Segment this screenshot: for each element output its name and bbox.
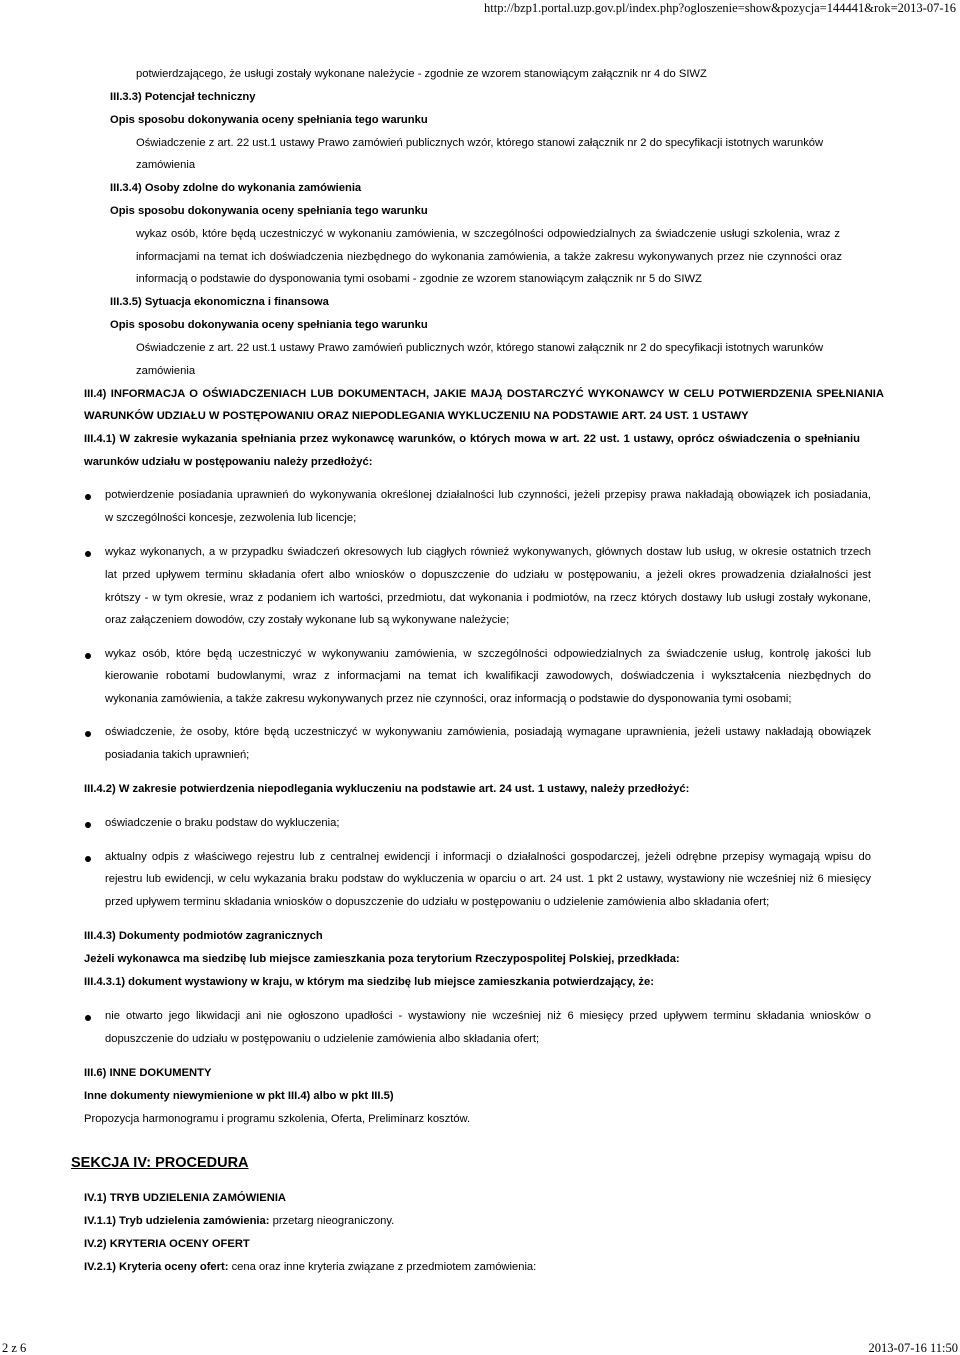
bullet-icon: [85, 731, 91, 737]
list-item: aktualny odpis z właściwego rejestru lub z centralnej ewidencji i informacji o działalności gospodarczej, jeżeli odrębne przepisy wymagają wpisu do: [105, 851, 871, 863]
section-heading: warunków udziału w postępowaniu należy przedłożyć:: [84, 456, 373, 468]
list-item: przed upływem terminu składania wniosków o dopuszczenie do udziału w postępowaniu o udzielenie zamówienia albo składania ofert;: [105, 896, 770, 908]
text-line: wykaz osób, które będą uczestniczyć w wykonaniu zamówienia, w szczególności odpowiedzialnych za świadczenie usługi szkolenia, wraz z: [136, 228, 840, 240]
text-line: zamówienia: [136, 365, 196, 377]
field-value: przetarg nieograniczony.: [269, 1215, 395, 1227]
text-line: informacjami na temat ich doświadczenia niezbędnego do wykonania zamówienia, a także zakresu wykonywanych przez nie czynności oraz: [136, 251, 842, 263]
page-number: 2 z 6: [2, 1341, 27, 1355]
section-heading: III.3.4) Osoby zdolne do wykonania zamówienia: [110, 182, 362, 194]
subheading: Opis sposobu dokonywania oceny spełniania tego warunku: [110, 114, 428, 126]
list-item: krótszy - w tym okresie, wraz z podaniem ich wartości, przedmiotu, dat wykonania i podmiotów, na rzecz których dostawy lub usługi zostały wykonane,: [105, 592, 871, 604]
section-heading: III.4.3) Dokumenty podmiotów zagranicznych: [84, 930, 323, 942]
list-item: wykaz osób, które będą uczestniczyć w wykonywaniu zamówienia, w szczególności odpowiedzialnych za świadczenie usług, kontrolę jakości lub: [105, 648, 871, 660]
text-line: [84, 1261, 536, 1273]
bullet-icon: [85, 653, 91, 659]
section-heading: WARUNKÓW UDZIAŁU W POSTĘPOWANIU ORAZ NIEPODLEGANIA WYKLUCZENIU NA PODSTAWIE ART. 24 UST. 1 USTAWY: [84, 410, 749, 422]
bullet-icon: [85, 551, 91, 557]
bullet-icon: [85, 822, 91, 828]
field-label: IV.2.1) Kryteria oceny ofert:: [84, 1261, 229, 1273]
list-item: wykaz wykonanych, a w przypadku świadczeń okresowych lub ciągłych również wykonywanych, głównych dostaw lub usług, w okresie ostatnich trzech: [105, 546, 871, 558]
bullet-icon: [85, 856, 91, 862]
bullet-icon: [85, 1015, 91, 1021]
section-heading: III.4.2) W zakresie potwierdzenia niepodlegania wykluczeniu na podstawie art. 24 ust. 1 ustawy, należy przedłożyć:: [84, 783, 690, 795]
field-label: IV.1.1) Tryb udzielenia zamówienia:: [84, 1215, 270, 1227]
text-line: Propozycja harmonogramu i programu szkolenia, Oferta, Preliminarz kosztów.: [84, 1113, 471, 1125]
list-item: nie otwarto jego likwidacji ani nie ogłoszono upadłości - wystawiony nie wcześniej niż 6 miesięcy przed upływem terminu składania wniosków o: [105, 1010, 871, 1022]
list-item: potwierdzenie posiadania uprawnień do wykonywania określonej działalności lub czynności, jeżeli przepisy prawa nakładają obowiązek ich posiadania,: [105, 489, 871, 501]
text-line: potwierdzającego, że usługi zostały wykonane należycie - zgodnie ze wzorem stanowiącym załącznik nr 4 do SIWZ: [136, 68, 707, 80]
bullet-icon: [85, 494, 91, 500]
section-heading: III.4) INFORMACJA O OŚWIADCZENIACH LUB DOKUMENTACH, JAKIE MAJĄ DOSTARCZYĆ WYKONAWCY W CELU POTWIERDZENIA SPEŁNIANIA: [84, 388, 884, 400]
section-heading: IV.2) KRYTERIA OCENY OFERT: [84, 1238, 250, 1250]
list-item: oświadczenie o braku podstaw do wykluczenia;: [105, 817, 340, 829]
section-heading: III.3.3) Potencjał techniczny: [110, 91, 256, 103]
text-line: zamówienia: [136, 159, 196, 171]
subheading: Opis sposobu dokonywania oceny spełniania tego warunku: [110, 319, 428, 331]
field-value: cena oraz inne kryteria związane z przedmiotem zamówienia:: [228, 1261, 537, 1273]
list-item: kierowanie robotami budowlanymi, wraz z informacjami na temat ich kwalifikacji zawodowych, doświadczenia i wykształcenia niezbędnych do: [105, 670, 871, 682]
page-url: http://bzp1.portal.uzp.gov.pl/index.php?ogloszenie=show&pozycja=144441&rok=2013-07-16: [484, 1, 956, 15]
list-item: lat przed upływem terminu składania ofert albo wniosków o dopuszczenie do udziału w postępowaniu, a jeżeli okres prowadzenia działalności jest: [105, 569, 871, 581]
section-heading: Jeżeli wykonawca ma siedzibę lub miejsce zamieszkania poza terytorium Rzeczypospolitej Polskiej, przedkłada:: [84, 953, 680, 965]
text-line: Oświadczenie z art. 22 ust.1 ustawy Prawo zamówień publicznych wzór, którego stanowi załącznik nr 2 do specyfikacji istotnych warunków: [136, 342, 824, 354]
section-title: SEKCJA IV: PROCEDURA: [71, 1155, 249, 1171]
text-line: [84, 1215, 394, 1227]
section-heading: III.6) INNE DOKUMENTY: [84, 1067, 212, 1079]
list-item: oraz załączeniem dowodów, czy zostały wykonane lub są wykonywane należycie;: [105, 614, 510, 626]
text-line: informacją o podstawie do dysponowania tymi osobami - zgodnie ze wzorem stanowiącym załącznik nr 5 do SIWZ: [136, 273, 702, 285]
list-item: rejestru lub ewidencji, w celu wykazania braku podstaw do wykluczenia w oparciu o art. 24 ust. 1 pkt 2 ustawy, wystawiony nie wcześniej niż 6 miesięcy: [105, 873, 871, 885]
subheading: Inne dokumenty niewymienione w pkt III.4) albo w pkt III.5): [84, 1090, 394, 1102]
section-heading: III.3.5) Sytuacja ekonomiczna i finansowa: [110, 296, 329, 308]
text-line: Oświadczenie z art. 22 ust.1 ustawy Prawo zamówień publicznych wzór, którego stanowi załącznik nr 2 do specyfikacji istotnych warunków: [136, 137, 824, 149]
list-item: wykonania zamówienia, a także zakresu wykonywanych przez nie czynności, oraz informacją o podstawie do dysponowania tymi osobami;: [105, 693, 792, 705]
list-item: posiadania takich uprawnień;: [105, 749, 250, 761]
print-timestamp: 2013-07-16 11:50: [868, 1341, 958, 1355]
list-item: oświadczenie, że osoby, które będą uczestniczyć w wykonywaniu zamówienia, posiadają wymagane uprawnienia, jeżeli ustawy nakładają obowiązek: [105, 726, 871, 738]
list-item: w szczególności koncesje, zezwolenia lub licencje;: [105, 512, 357, 524]
list-item: dopuszczenie do udziału w postępowaniu o udzielenie zamówienia albo składania ofert;: [105, 1033, 540, 1045]
section-heading: III.4.3.1) dokument wystawiony w kraju, w którym ma siedzibę lub miejsce zamieszkania potwierdzający, że:: [84, 976, 654, 988]
subheading: Opis sposobu dokonywania oceny spełniania tego warunku: [110, 205, 428, 217]
section-heading: IV.1) TRYB UDZIELENIA ZAMÓWIENIA: [84, 1192, 287, 1204]
section-heading: III.4.1) W zakresie wykazania spełniania przez wykonawcę warunków, o których mowa w art. 22 ust. 1 ustawy, oprócz oświadczenia o spełnianiu: [84, 433, 860, 445]
